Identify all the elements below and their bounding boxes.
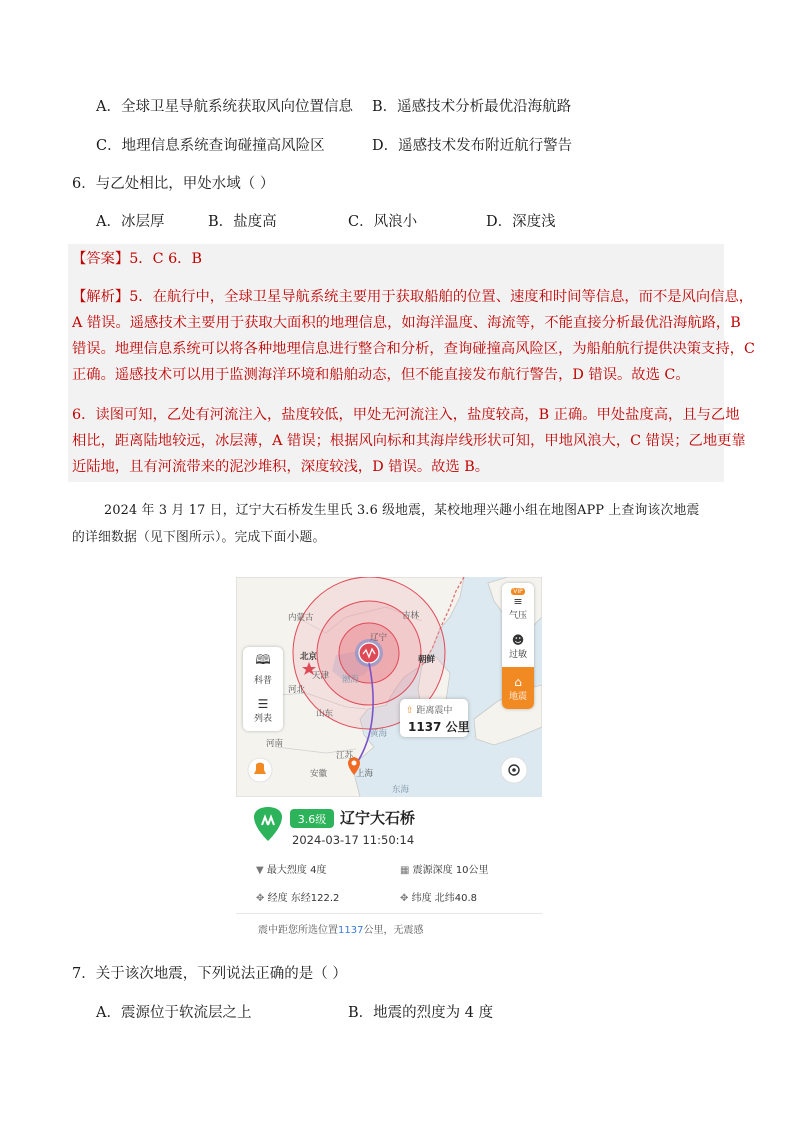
footer-post: 公里，无震感 (363, 925, 424, 936)
depth-row (400, 861, 489, 876)
label-huanghai: 黄海 (370, 729, 388, 739)
intro-line-1: 2024 年 3 月 17 日，辽宁大石桥发生里氏 3.6 级地震，某校地理兴趣小组在地图APP 上查询该次地震 (104, 503, 700, 518)
vip-badge: VIP (513, 587, 523, 595)
analysis-6-line-2: 相比，距离陆地较远，冰层薄，A 错误；根据风向标和其海岸线形状可知，甲地风浪大，C 错误；乙地更靠 (72, 433, 746, 449)
earthquake-button[interactable] (502, 667, 534, 709)
quake-info-card (236, 797, 542, 939)
intro-line-2: 的详细数据（见下图所示）。完成下面小题。 (72, 530, 326, 545)
analysis-line-2: A 错误。遥感技术主要用于获取大面积的地理信息，如海洋温度、海流等，不能直接分析最优沿海航路，B (72, 315, 741, 331)
label-liaoning: 辽宁 (370, 633, 388, 643)
magnitude-badge: 3.6级 (290, 809, 334, 828)
science-label: 科普 (253, 675, 272, 686)
q6-option-b: B．盐度高 (208, 214, 277, 230)
pressure-button[interactable] (502, 583, 534, 625)
thermometer-icon: ≡ (513, 594, 523, 608)
quake-place: 辽宁大石桥 (340, 809, 416, 827)
footer-distance: 1137 (338, 925, 364, 936)
answer-line (72, 248, 202, 268)
allergy-label: 过敏 (508, 649, 527, 660)
q5-option-d: D．遥感技术发布附近航行警告 (372, 138, 573, 154)
distance-label: 距离震中 (416, 706, 453, 716)
allergy-button[interactable] (502, 625, 534, 667)
q5-option-a: A．全球卫星导航系统获取风向位置信息 (96, 99, 353, 115)
list-button[interactable] (243, 689, 283, 731)
label-donghai: 东海 (392, 785, 410, 795)
answer-text: 5．C 6．B (129, 251, 202, 267)
label-chaoxian: 朝鲜 (418, 655, 436, 665)
list-icon: ☰ (257, 696, 269, 711)
analysis-label: 【解析】 (72, 289, 130, 305)
science-button[interactable] (243, 647, 283, 689)
label-henan: 河南 (266, 739, 284, 749)
analysis-line-1 (72, 286, 753, 306)
label-tianjin: 天津 (312, 671, 330, 681)
label-jiangsu: 江苏 (336, 751, 354, 761)
q5-option-c: C．地理信息系统查询碰撞高风险区 (96, 138, 325, 154)
footer-pre: 震中距您所选位置 (258, 925, 338, 936)
list-label: 列表 (253, 713, 272, 724)
q7-option-b: B．地震的烈度为 4 度 (348, 1005, 494, 1021)
longitude-text: 经度 东经122.2 (267, 893, 340, 904)
depth-icon: ▦ (400, 865, 410, 876)
intensity-text: 最大烈度 4度 (266, 865, 327, 876)
analysis-line-3: 错误。地理信息系统可以将各种地理信息进行整合和分析，查询碰撞高风险区，为船舶航行提供决策支持，C (72, 341, 755, 357)
analysis-6-line-1: 6．读图可知，乙处有河流注入，盐度较低，甲处无河流注入，盐度较高，B 正确。甲处盐度高，且与乙地 (72, 407, 740, 423)
crosshair-icon: ✥ (256, 893, 265, 904)
left-toolbar (243, 647, 283, 731)
latitude-row (400, 889, 477, 904)
q6-stem: 6．与乙处相比，甲处水域（ ） (72, 176, 275, 192)
label-hebei: 河北 (288, 685, 306, 695)
quake-time: 2024-03-17 11:50:14 (292, 833, 415, 847)
analysis-line-4: 正确。遥感技术可以用于监测海洋环境和船舶动态，但不能直接发布航行警告，D 错误。故选 C。 (72, 367, 690, 383)
analysis-text: 5．在航行中，全球卫星导航系统主要用于获取船舶的位置、速度和时间等信息，而不是风向信息， (129, 289, 754, 305)
house-icon: ⌂ (514, 674, 522, 689)
face-icon: ☻ (511, 632, 525, 647)
distance-value: 1137 公里 (408, 720, 470, 734)
label-beijing: 北京 (300, 652, 318, 662)
distance-icon: ⇧ (406, 706, 414, 716)
distance-card (400, 699, 468, 737)
q6-option-d: D．深度浅 (486, 214, 556, 230)
label-shanghai: 上海 (356, 769, 374, 779)
q6-option-c: C．风浪小 (348, 214, 418, 230)
label-jilin: 吉林 (402, 611, 420, 621)
label-anhui: 安徽 (310, 769, 328, 779)
crosshair-icon: ✥ (400, 893, 409, 904)
latitude-text: 纬度 北纬40.8 (411, 893, 478, 904)
answer-label: 【答案】 (72, 251, 130, 267)
earthquake-label: 地震 (508, 691, 527, 702)
earthquake-map (236, 577, 542, 797)
q7-stem: 7．关于该次地震，下列说法正确的是（ ） (72, 966, 347, 982)
label-shandong: 山东 (316, 709, 334, 719)
quake-footer (258, 921, 423, 936)
answer-block (68, 244, 755, 482)
longitude-row (256, 889, 339, 904)
intensity-row (256, 861, 326, 876)
quake-marker-icon (248, 807, 288, 843)
analysis-6-line-3: 近陆地，且有河流带来的泥沙堆积，深度较浅，D 错误。故选 B。 (72, 459, 490, 475)
pressure-label: 气压 (508, 610, 527, 621)
intensity-icon: ▼ (256, 865, 264, 876)
depth-text: 震源深度 10公里 (412, 865, 489, 876)
right-toolbar (502, 583, 534, 709)
q6-option-a: A．冰层厚 (96, 214, 165, 230)
q5-option-b: B．遥感技术分析最优沿海航路 (372, 99, 572, 115)
label-neimenggu: 内蒙古 (288, 613, 314, 623)
q7-option-a: A．震源位于软流层之上 (96, 1005, 252, 1021)
book-icon: 🕮 (255, 652, 271, 668)
label-bohai: 渤海 (342, 675, 360, 685)
